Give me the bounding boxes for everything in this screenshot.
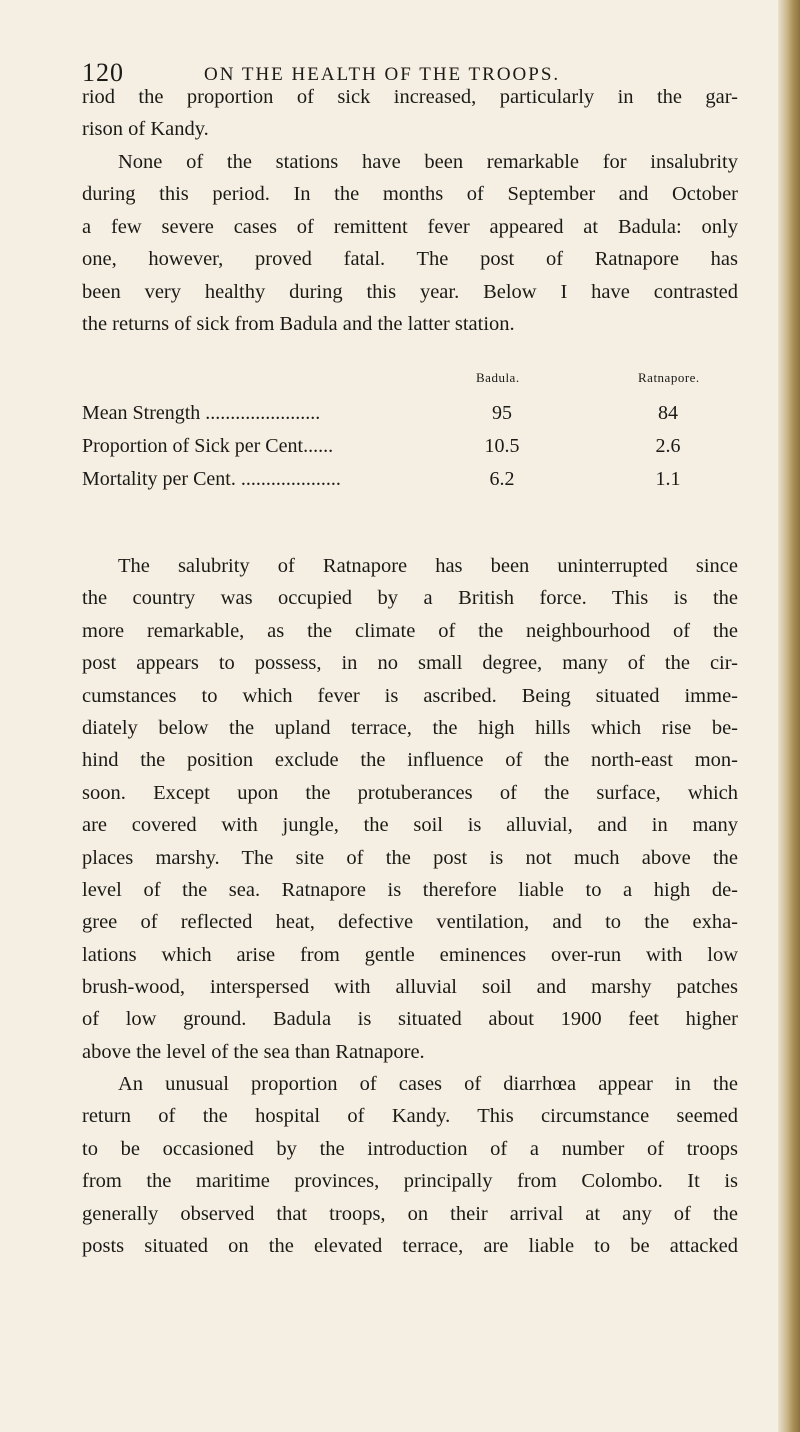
text-line: to be occasioned by the introduction of a number of troops (82, 1137, 738, 1160)
text-line: diately below the upland terrace, the high hills which rise be- (82, 716, 738, 739)
text-line: gree of reflected heat, defective ventilation, and to the exha- (82, 911, 738, 934)
text-line: one, however, proved fatal. The post of Ratnapore has (82, 248, 738, 271)
text-line: the returns of sick from Badula and the latter station. (82, 312, 515, 335)
text-line: riod the proportion of sick increased, particularly in the gar- (82, 86, 738, 108)
text-line: The salubrity of Ratnapore has been uninterrupted since (118, 555, 738, 577)
paragraph-1 (82, 81, 738, 146)
row-label: Mortality per Cent. .................... (82, 468, 341, 490)
column-header-ratnapore: Ratnapore. (638, 370, 700, 385)
table-row (82, 431, 722, 461)
column-header-badula: Badula. (476, 370, 520, 385)
ratnapore-value: 84 (658, 402, 678, 424)
text-line: brush-wood, interspersed with alluvial soil and marshy patches (82, 976, 738, 999)
row-label: Proportion of Sick per Cent...... (82, 435, 334, 457)
paragraph-4 (82, 1068, 738, 1262)
running-head: ON THE HEALTH OF THE TROOPS. (204, 64, 561, 85)
text-line: rison of Kandy. (82, 118, 209, 141)
text-line: An unusual proportion of cases of diarrhœa appear in the (118, 1073, 738, 1095)
text-line: hind the position exclude the influence of the north-east mon- (82, 749, 738, 772)
badula-value: 95 (492, 402, 512, 424)
table-row (82, 398, 722, 428)
text-line: posts situated on the elevated terrace, are liable to be attacked (82, 1234, 738, 1257)
badula-value: 10.5 (484, 435, 520, 457)
text-line: a few severe cases of remittent fever appeared at Badula: only (82, 215, 738, 238)
text-line: are covered with jungle, the soil is alluvial, and in many (82, 814, 738, 837)
page-number: 120 (82, 58, 124, 87)
text-line: from the maritime provinces, principally from Colombo. It is (82, 1170, 738, 1193)
text-line: during this period. In the months of September and October (82, 183, 738, 206)
badula-value: 6.2 (489, 468, 515, 490)
text-line: the country was occupied by a British force. This is the (82, 587, 738, 610)
text-line: more remarkable, as the climate of the neighbourhood of the (82, 619, 738, 642)
page-edge (778, 0, 800, 1432)
paragraph-3 (82, 550, 738, 1068)
text-line: post appears to possess, in no small degree, many of the cir- (82, 652, 738, 675)
table-row (82, 464, 722, 494)
text-line: cumstances to which fever is ascribed. Being situated imme- (82, 684, 738, 707)
paragraph-2 (82, 146, 738, 340)
text-line: lations which arise from gentle eminences over-run with low (82, 943, 738, 966)
text-line: places marshy. The site of the post is not much above the (82, 846, 738, 869)
text-line: generally observed that troops, on their arrival at any of the (82, 1202, 738, 1225)
ratnapore-value: 1.1 (655, 468, 681, 490)
text-line: None of the stations have been remarkable for insalubrity (118, 151, 738, 173)
text-line: of low ground. Badula is situated about 1900 feet higher (82, 1008, 738, 1031)
text-line: above the level of the sea than Ratnapore. (82, 1040, 425, 1063)
ratnapore-value: 2.6 (655, 435, 681, 457)
text-line: return of the hospital of Kandy. This circumstance seemed (82, 1105, 738, 1128)
row-label: Mean Strength ....................... (82, 402, 321, 424)
text-line: been very healthy during this year. Below I have contrasted (82, 280, 738, 303)
comparison-table (82, 370, 722, 510)
text-line: level of the sea. Ratnapore is therefore liable to a high de- (82, 878, 738, 901)
text-line: soon. Except upon the protuberances of the surface, which (82, 781, 738, 804)
